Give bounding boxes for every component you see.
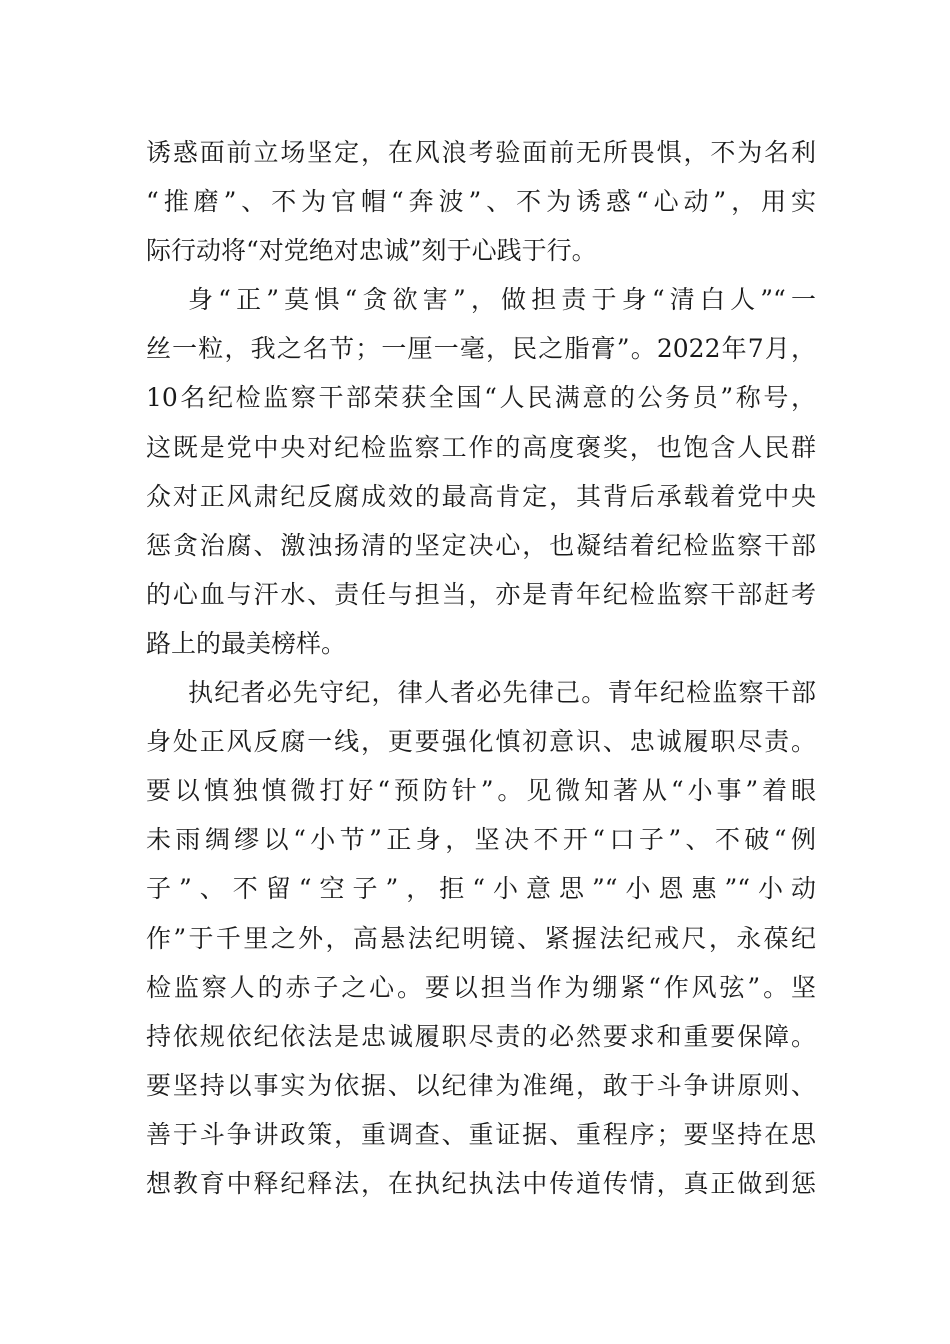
text-line: 惩贪治腐、激浊扬清的坚定决心，也凝结着纪检监察干部 xyxy=(146,530,816,560)
text-line: 未雨绸缪以“小节”正身，坚决不开“口子”、不破“例 xyxy=(146,825,816,855)
text-line: 善于斗争讲政策，重调查、重证据、重程序；要坚持在思 xyxy=(146,1119,816,1149)
text-line: 作”于千里之外，高悬法纪明镜、紧握法纪戒尺，永葆纪 xyxy=(146,923,816,953)
text-line: 子”、不留“空子”，拒“小意思”“小恩惠”“小动 xyxy=(146,874,816,904)
text-line: “推磨”、不为官帽“奔波”、不为诱惑“心动”，用实 xyxy=(146,187,816,217)
paragraph-start-line: 执纪者必先守纪，律人者必先律己。青年纪检监察干部 xyxy=(188,678,816,708)
text-line: 身处正风反腐一线，更要强化慎初意识、忠诚履职尽责。 xyxy=(146,727,816,757)
paragraph-start-line: 身“正”莫惧“贪欲害”，做担责于身“清白人”“一 xyxy=(188,285,816,315)
text-line: 要以慎独慎微打好“预防针”。见微知著从“小事”着眼 xyxy=(146,776,816,806)
text-line: 际行动将“对党绝对忠诚”刻于心践于行。 xyxy=(146,236,597,266)
text-line: 众对正风肃纪反腐成效的最高肯定，其背后承载着党中央 xyxy=(146,481,816,511)
text-line: 诱惑面前立场坚定，在风浪考验面前无所畏惧，不为名利 xyxy=(146,138,816,167)
text-line: 检监察人的赤子之心。要以担当作为绷紧“作风弦”。坚 xyxy=(146,972,816,1002)
body-text xyxy=(146,128,816,1208)
text-line: 的心血与汗水、责任与担当，亦是青年纪检监察干部赶考 xyxy=(146,579,816,609)
text-line: 路上的最美榜样。 xyxy=(146,628,347,658)
text-line: 持依规依纪依法是忠诚履职尽责的必然要求和重要保障。 xyxy=(146,1021,816,1051)
text-line: 这既是党中央对纪检监察工作的高度褒奖，也饱含人民群 xyxy=(146,432,816,462)
text-line: 要坚持以事实为依据、以纪律为准绳，敢于斗争讲原则、 xyxy=(146,1070,816,1100)
text-line: 丝一粒，我之名节；一厘一毫，民之脂膏”。2022年7月， xyxy=(146,334,816,364)
text-line: 想教育中释纪释法，在执纪执法中传道传情，真正做到惩 xyxy=(146,1168,816,1198)
text-line: 10名纪检监察干部荣获全国“人民满意的公务员”称号， xyxy=(146,383,816,413)
